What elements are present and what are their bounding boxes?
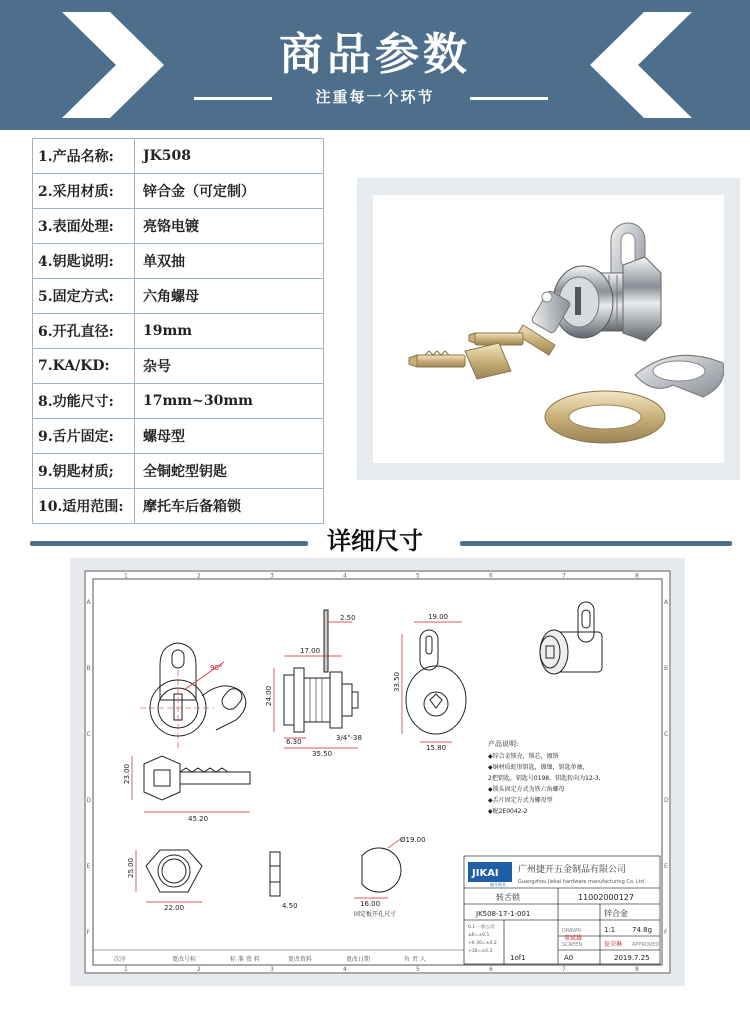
zone-row-label: D [86, 797, 92, 804]
dim-16-00: 16.00 [360, 900, 381, 908]
revision-cell: 标 准 资 料 [230, 956, 260, 963]
zone-row-label: D [664, 797, 669, 804]
param-value: 杂号 [143, 359, 171, 375]
product-photo [373, 195, 724, 463]
product-photo-frame [357, 178, 740, 480]
notes-line: ◆锁头固定方式为铁六角螺母 [488, 786, 565, 793]
param-divider [134, 209, 135, 243]
param-row [33, 174, 323, 209]
param-divider [134, 314, 135, 348]
param-label: 10.适用范围: [38, 499, 124, 515]
zone-column-label: 4 [343, 572, 347, 580]
revision-cell: 负 责 人 [404, 956, 426, 963]
logo-subtext: 捷开锁具 [490, 882, 506, 887]
technical-drawing-frame [70, 558, 685, 986]
dim-19-00: 19.00 [428, 613, 449, 621]
zone-column-label: 3 [270, 572, 274, 580]
param-value: 19mm [143, 323, 193, 339]
sheet: 1of1 [510, 954, 526, 962]
param-label: 6.开孔直径: [38, 324, 114, 340]
zone-row-label: C [664, 731, 669, 738]
checked-by: 夏荣琳 [604, 941, 623, 948]
dim-23-00: 23.00 [123, 763, 131, 784]
zone-column-label: 6 [489, 572, 493, 580]
paper-size: A0 [564, 954, 574, 962]
param-divider [134, 489, 135, 523]
zone-column-label: 1 [124, 966, 128, 973]
section-bar-right [460, 541, 732, 546]
zone-row-label: B [664, 665, 669, 672]
dim-24-00: 24.00 [265, 685, 273, 706]
param-value: 亮铬电镀 [143, 219, 199, 235]
header-banner [0, 0, 750, 130]
zone-row-label: A [86, 599, 91, 606]
param-value: 六角螺母 [143, 289, 199, 305]
revision-cell: 次序 [114, 956, 127, 963]
dim-22-00: 22.00 [164, 904, 185, 912]
part-number: 11002000127 [578, 893, 634, 902]
param-label: 7.KA/KD: [38, 358, 110, 374]
param-divider [134, 384, 135, 418]
dim-15-80: 15.80 [426, 744, 447, 752]
dim-90: 90° [210, 664, 223, 672]
dim-cutout-diameter: Ø19.00 [400, 836, 426, 844]
param-label: 9.舌片固定: [38, 429, 114, 445]
zone-row-label: C [86, 731, 91, 738]
cutout-note: 固定板开孔尺寸 [354, 911, 397, 918]
section-title: 详细尺寸 [327, 527, 423, 555]
param-label: 4.钥匙说明: [38, 254, 114, 270]
param-divider [134, 349, 135, 383]
param-row [33, 138, 323, 174]
param-row [33, 454, 323, 489]
company-name-cn: 广州捷开五金制品有限公司 [518, 865, 627, 875]
zone-column-label: 5 [416, 572, 420, 580]
revision-cell: 更改资料 [288, 956, 313, 963]
param-divider [134, 419, 135, 453]
zone-row-label: F [86, 929, 90, 936]
company-name-en: Guangzhou Jiekai hardware manufacturing Co. Ltd [518, 879, 644, 885]
param-row [33, 244, 323, 279]
param-label: 1.产品名称: [38, 149, 114, 165]
param-divider [134, 454, 135, 488]
zone-column-label: 3 [270, 966, 274, 973]
scale: 1:1 [604, 926, 616, 934]
drawn-label: DRAWN [562, 928, 581, 934]
drawing-number: JK508-17-1-001 [476, 910, 531, 918]
zone-column-label: 2 [197, 966, 201, 973]
drawing-canvas [84, 570, 671, 974]
drawing-date: 2019.7.25 [614, 954, 650, 962]
revision-cell: 更改号标 [172, 956, 197, 963]
param-label: 3.表面处理: [38, 219, 114, 235]
param-value: 摩托车后备箱锁 [143, 499, 241, 515]
section-header [0, 521, 750, 561]
drawn-by: 董斌雄 [564, 935, 583, 942]
param-divider [134, 244, 135, 278]
param-value: 锌合金（可定制） [143, 184, 255, 200]
notes-line: ◆锌合金锁壳，锁芯，镀铬 [488, 753, 559, 760]
notes-line: ◆铜材质蛇形钥匙，镀镍，钥匙单抽， [488, 764, 589, 771]
technical-drawing [84, 570, 671, 974]
zone-column-label: 7 [562, 572, 566, 580]
page-title: 商品参数 [279, 29, 471, 80]
dim-17-00: 17.00 [300, 647, 321, 655]
zone-column-label: 5 [416, 966, 420, 973]
dim-thread: 3/4"-38 [336, 734, 362, 742]
param-value: 17mm~30mm [143, 393, 253, 409]
cam-lock-image [373, 195, 724, 463]
params-table [32, 138, 324, 524]
notes-line: 2把钥匙，钥匙号0198，钥匙转向为12-3, [488, 775, 601, 782]
tolerance-4: >30=±0.3 [468, 949, 493, 954]
zone-row-label: B [86, 665, 91, 672]
param-label: 8.功能尺寸: [38, 394, 114, 410]
dim-25-00: 25.00 [127, 857, 135, 878]
company-logo: JIKAI [472, 868, 499, 879]
dim-4-50: 4.50 [282, 902, 298, 910]
dim-33-50: 33.50 [393, 671, 401, 692]
param-row [33, 279, 323, 314]
dim-45-20: 45.20 [188, 815, 209, 823]
param-divider [134, 174, 135, 208]
param-row [33, 489, 323, 524]
zone-column-label: 2 [197, 572, 201, 580]
param-label: 5.固定方式: [38, 289, 114, 305]
param-label: 2.采用材质: [38, 184, 114, 200]
dim-35-50: 35.50 [312, 750, 333, 758]
tolerance-2: ≤6=±0.1 [468, 933, 490, 938]
param-value: 全铜蛇型钥匙 [143, 464, 227, 480]
param-row [33, 314, 323, 349]
revision-cell: 更改日期 [346, 956, 371, 963]
part-name: 转舌锁 [496, 893, 520, 902]
notes-line: ◆配2E0042-2 [488, 808, 528, 815]
zone-column-label: 7 [562, 966, 566, 973]
zone-column-label: 8 [635, 966, 639, 973]
dim-2-50: 2.50 [340, 614, 356, 622]
param-row [33, 209, 323, 244]
zone-column-label: 8 [635, 572, 639, 580]
param-divider [134, 279, 135, 313]
approved-label: APPROVED [632, 942, 660, 948]
notes-line: ◆舌片固定方式为螺母型 [488, 797, 553, 804]
weight: 74.8g [632, 926, 653, 934]
param-row [33, 419, 323, 454]
param-row [33, 384, 323, 419]
tolerance-1: 0.1-一般公差 [468, 925, 495, 930]
param-value: 单双抽 [143, 254, 185, 270]
check-label: SCREEN [562, 942, 583, 948]
zone-row-label: A [664, 599, 669, 606]
param-value: JK508 [143, 148, 192, 164]
param-label: 9.钥匙材质; [38, 464, 114, 480]
param-value: 螺母型 [143, 429, 185, 445]
page-subtitle: 注重每一个环节 [315, 88, 435, 106]
zone-column-label: 4 [343, 966, 347, 973]
zone-row-label: E [86, 863, 91, 870]
zone-row-label: E [664, 863, 668, 870]
dim-6-30: 6.30 [286, 738, 302, 746]
zone-column-label: 1 [124, 572, 128, 580]
zone-column-label: 6 [489, 966, 493, 973]
notes-heading: 产品说明: [488, 740, 519, 748]
param-divider [134, 139, 135, 173]
tolerance-3: >6-30=±0.2 [468, 941, 497, 946]
material: 锌合金 [604, 909, 628, 918]
zone-row-label: F [664, 929, 668, 936]
param-row [33, 349, 323, 384]
